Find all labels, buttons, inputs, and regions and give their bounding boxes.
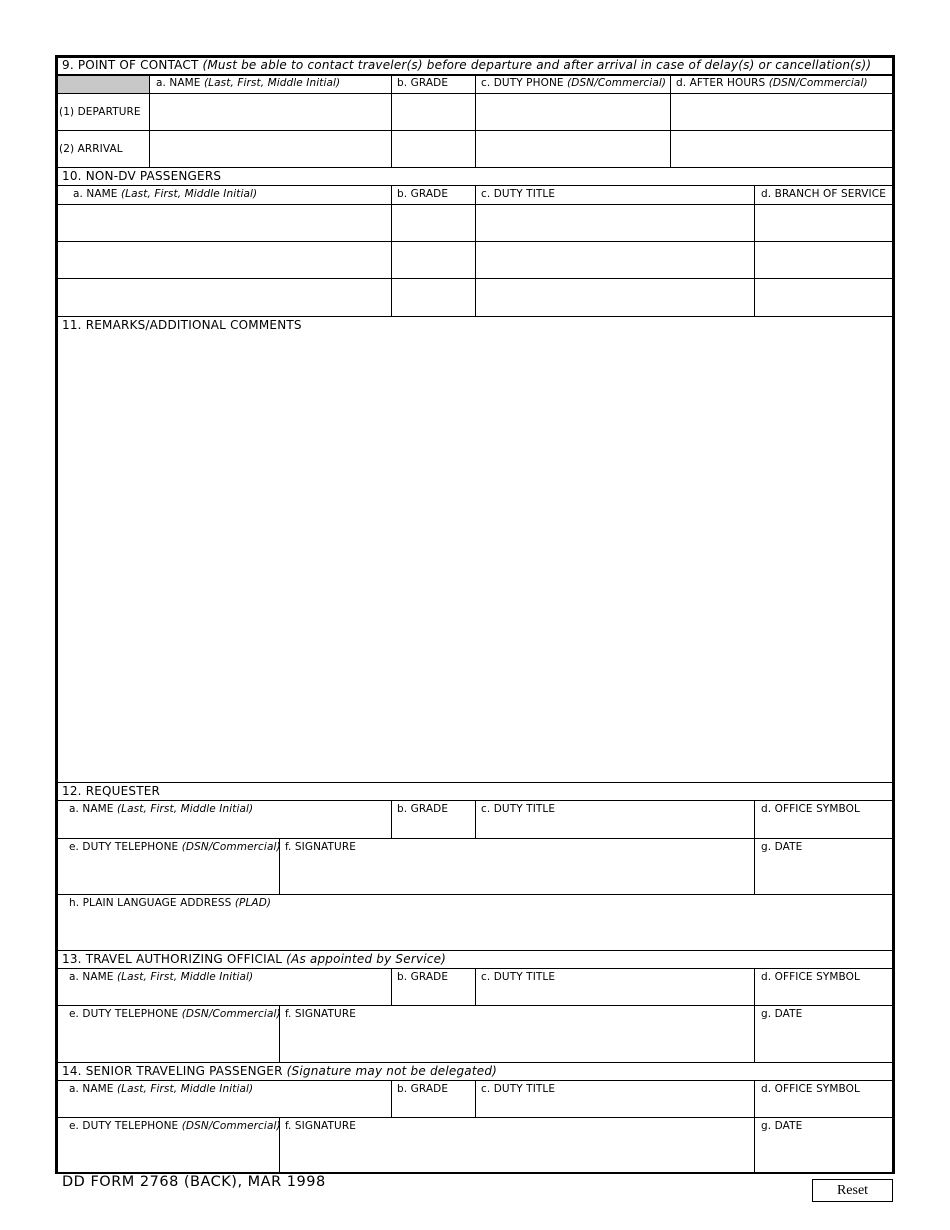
authorizing-name-label: a. NAME (Last, First, Middle Initial) [69, 971, 254, 983]
passenger-2-branch-field[interactable] [754, 241, 893, 279]
requester-duty-telephone-label: e. DUTY TELEPHONE (DSN/Commercial) [69, 841, 281, 853]
section9-title: 9. POINT OF CONTACT (Must be able to contact traveler(s) before departure and after arrival in case of delay(s) or cancellation(s)) [62, 58, 872, 72]
section14-title: 14. SENIOR TRAVELING PASSENGER (Signature may not be delegated) [62, 1064, 498, 1078]
section9-corner-cell [57, 75, 150, 94]
senior-grade-label: b. GRADE [397, 1083, 449, 1095]
section10-col-b-label: b. GRADE [397, 188, 449, 200]
section10-col-c-label: c. DUTY TITLE [481, 188, 556, 200]
senior-signature-label: f. SIGNATURE [285, 1120, 356, 1132]
departure-duty-phone-field[interactable] [475, 93, 671, 131]
remarks-textarea[interactable] [57, 316, 893, 783]
requester-grade-label: b. GRADE [397, 803, 449, 815]
authorizing-signature-label: f. SIGNATURE [285, 1008, 356, 1020]
authorizing-date-label: g. DATE [761, 1008, 803, 1020]
passenger-3-name-field[interactable] [57, 278, 392, 317]
section9-col-a-label: a. NAME (Last, First, Middle Initial) [156, 77, 341, 89]
passenger-3-branch-field[interactable] [754, 278, 893, 317]
form-back-page [55, 55, 895, 1174]
passenger-1-duty-title-field[interactable] [475, 204, 755, 242]
requester-date-label: g. DATE [761, 841, 803, 853]
section10-title: 10. NON-DV PASSENGERS [62, 169, 222, 183]
authorizing-duty-telephone-label: e. DUTY TELEPHONE (DSN/Commercial) [69, 1008, 281, 1020]
passenger-2-name-field[interactable] [57, 241, 392, 279]
requester-duty-title-label: c. DUTY TITLE [481, 803, 556, 815]
authorizing-office-symbol-label: d. OFFICE SYMBOL [761, 971, 860, 983]
authorizing-duty-title-label: c. DUTY TITLE [481, 971, 556, 983]
section12-header-row [57, 782, 893, 801]
senior-duty-title-label: c. DUTY TITLE [481, 1083, 556, 1095]
arrival-row-label: (2) ARRIVAL [59, 143, 123, 155]
senior-date-label: g. DATE [761, 1120, 803, 1132]
arrival-duty-phone-field[interactable] [475, 130, 671, 168]
section12-title: 12. REQUESTER [62, 784, 161, 798]
senior-duty-telephone-label: e. DUTY TELEPHONE (DSN/Commercial) [69, 1120, 281, 1132]
section9-col-c-label: c. DUTY PHONE (DSN/Commercial) [481, 77, 667, 89]
requester-name-label: a. NAME (Last, First, Middle Initial) [69, 803, 254, 815]
requester-plad-label: h. PLAIN LANGUAGE ADDRESS (PLAD) [69, 897, 272, 909]
section10-col-a-label: a. NAME (Last, First, Middle Initial) [73, 188, 258, 200]
passenger-2-grade-field[interactable] [391, 241, 476, 279]
passenger-3-duty-title-field[interactable] [475, 278, 755, 317]
section11-title: 11. REMARKS/ADDITIONAL COMMENTS [62, 318, 302, 332]
requester-signature-label: f. SIGNATURE [285, 841, 356, 853]
form-identifier: DD FORM 2768 (BACK), MAR 1998 [62, 1174, 326, 1190]
requester-office-symbol-label: d. OFFICE SYMBOL [761, 803, 860, 815]
section9-col-b-label: b. GRADE [397, 77, 449, 89]
passenger-1-branch-field[interactable] [754, 204, 893, 242]
departure-row-label: (1) DEPARTURE [59, 106, 141, 118]
section10-col-d-label: d. BRANCH OF SERVICE [761, 188, 886, 200]
passenger-1-grade-field[interactable] [391, 204, 476, 242]
departure-after-hours-field[interactable] [670, 93, 893, 131]
passenger-2-duty-title-field[interactable] [475, 241, 755, 279]
arrival-name-field[interactable] [149, 130, 392, 168]
section9-col-d-label: d. AFTER HOURS (DSN/Commercial) [676, 77, 868, 89]
section13-title: 13. TRAVEL AUTHORIZING OFFICIAL (As appointed by Service) [62, 952, 447, 966]
departure-grade-field[interactable] [391, 93, 476, 131]
passenger-1-name-field[interactable] [57, 204, 392, 242]
reset-button[interactable]: Reset [812, 1179, 893, 1202]
arrival-grade-field[interactable] [391, 130, 476, 168]
departure-name-field[interactable] [149, 93, 392, 131]
senior-office-symbol-label: d. OFFICE SYMBOL [761, 1083, 860, 1095]
authorizing-grade-label: b. GRADE [397, 971, 449, 983]
senior-name-label: a. NAME (Last, First, Middle Initial) [69, 1083, 254, 1095]
arrival-after-hours-field[interactable] [670, 130, 893, 168]
passenger-3-grade-field[interactable] [391, 278, 476, 317]
